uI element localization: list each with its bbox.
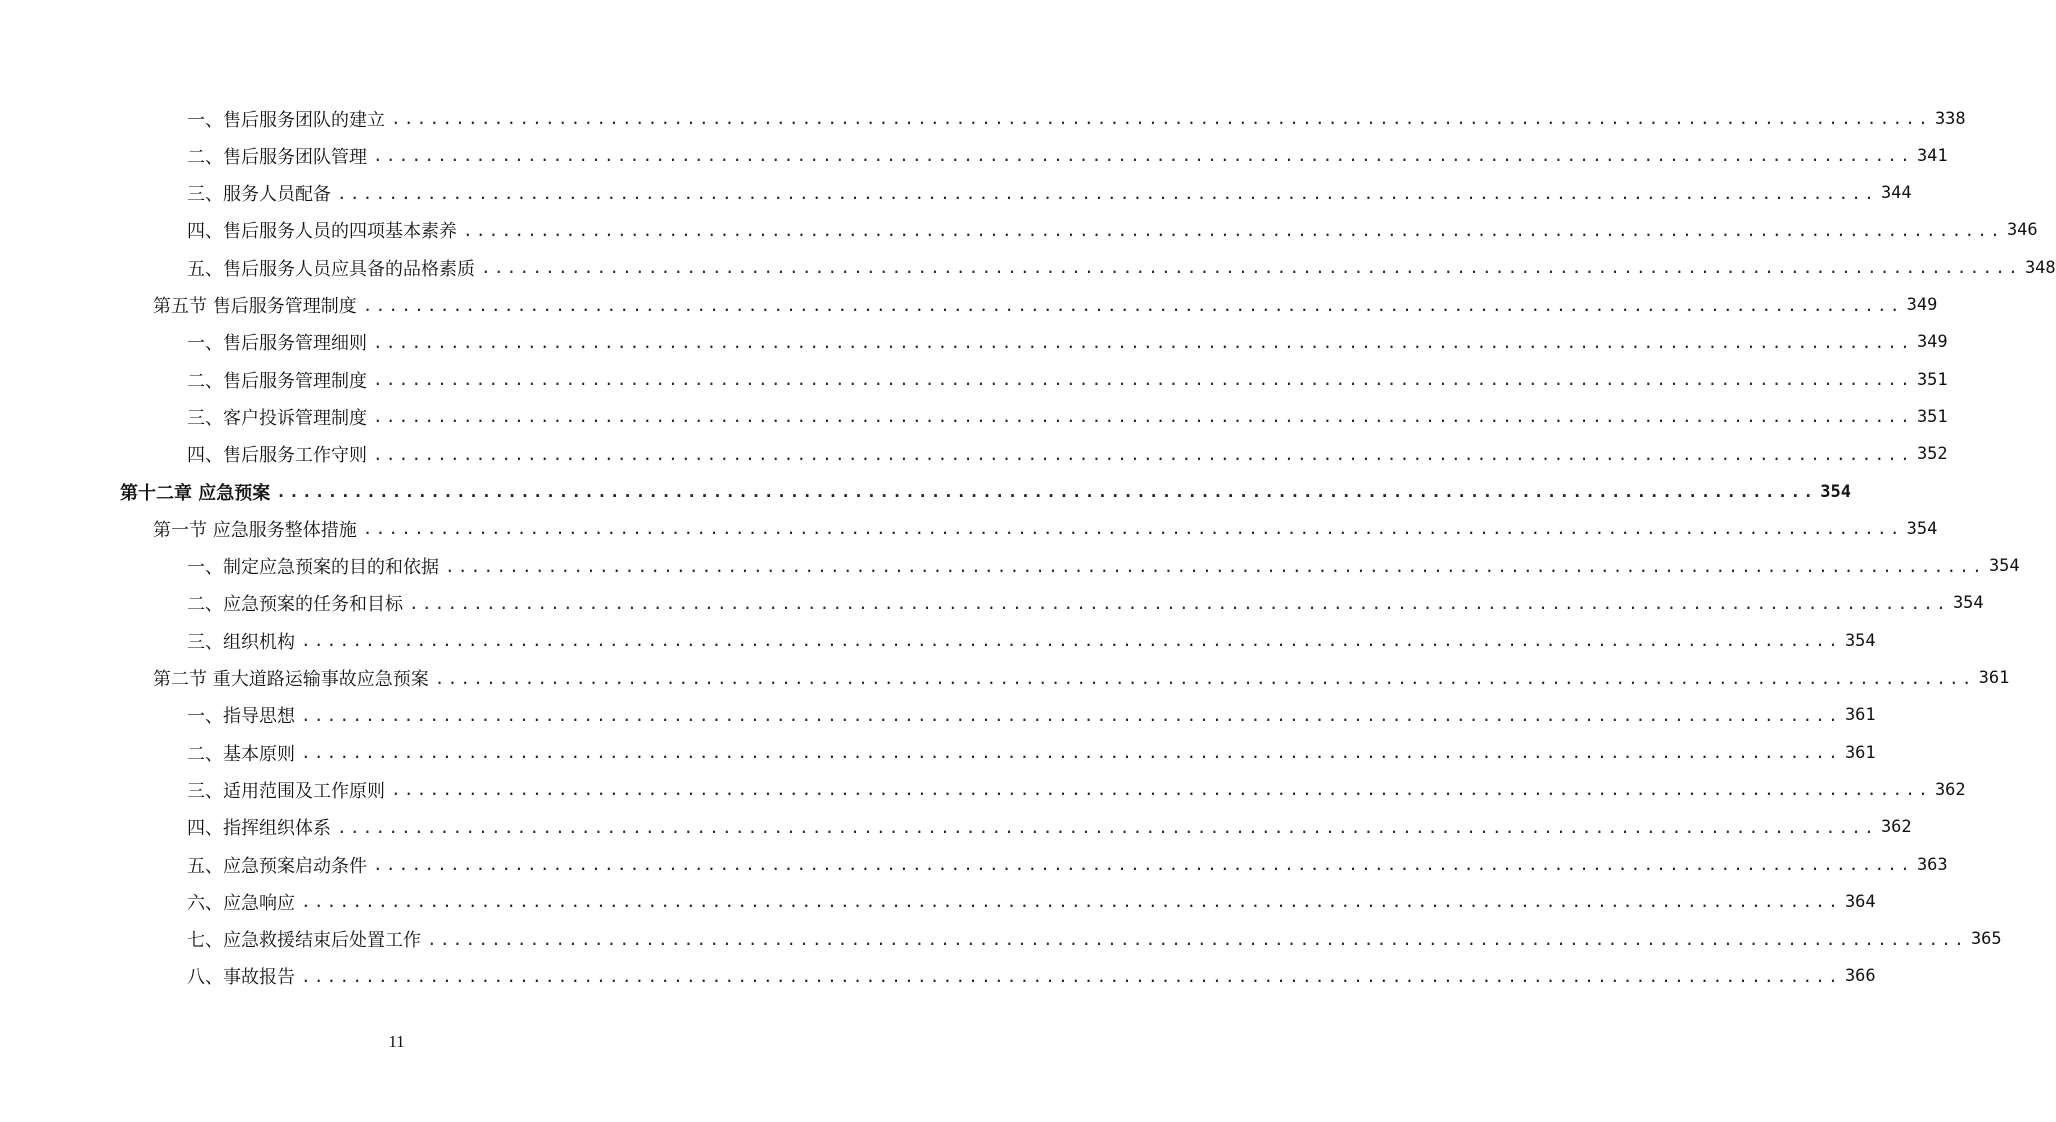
- toc-entry[interactable]: [0, 585, 1984, 622]
- toc-entry-label: 一、指导思想: [187, 706, 295, 728]
- toc-entry-page: 351: [1916, 406, 1948, 427]
- toc-entry-page: 354: [1906, 518, 1938, 539]
- toc-entry-page: 354: [1952, 593, 1984, 614]
- dot-leader: ........................................................................................................................: [301, 705, 1841, 725]
- toc-entry-label: 五、应急预案启动条件: [187, 855, 367, 877]
- dot-leader: ........................................................................................................................: [301, 966, 1841, 986]
- dot-leader: ........................................................................................................................: [301, 743, 1841, 763]
- toc-entry-page: 366: [1844, 966, 1876, 987]
- toc-entry-page: 338: [1934, 108, 1966, 129]
- toc-entry[interactable]: [0, 473, 1851, 510]
- toc-entry-page: 354: [1844, 630, 1876, 651]
- toc-entry-page: 362: [1934, 779, 1966, 800]
- page-number: 11: [388, 1032, 405, 1051]
- dot-leader: ........................................................................................................................: [409, 593, 1949, 613]
- toc-entry-label: 五、售后服务人员应具备的品格素质: [187, 258, 475, 280]
- toc-entry-page: 364: [1844, 891, 1876, 912]
- toc-entry-label: 四、售后服务人员的四项基本素养: [187, 221, 457, 243]
- toc-entry-page: 363: [1916, 854, 1948, 875]
- toc-entry-label: 三、服务人员配备: [187, 184, 331, 206]
- dot-leader: ........................................................................................................................: [373, 370, 1913, 390]
- toc-entry[interactable]: [0, 436, 1948, 473]
- dot-leader: ........................................................................................................................: [301, 892, 1841, 912]
- toc-entry-label: 第五节 售后服务管理制度: [153, 296, 357, 317]
- toc-entry[interactable]: [0, 175, 1912, 212]
- toc-entry-label: 四、指挥组织体系: [187, 818, 331, 840]
- toc-entry-label: 二、售后服务团队管理: [187, 146, 367, 168]
- toc-entry[interactable]: [0, 324, 1948, 361]
- toc-entry-label: 三、适用范围及工作原则: [187, 780, 385, 802]
- toc-entry-label: 一、售后服务管理细则: [187, 333, 367, 355]
- toc-entry[interactable]: [0, 287, 1938, 324]
- dot-leader: ........................................................................................................................: [481, 258, 2021, 278]
- dot-leader: ........................................................................................................................: [391, 780, 1931, 800]
- toc-entry[interactable]: [0, 660, 2010, 697]
- toc-entry-page: 352: [1916, 444, 1948, 465]
- toc-entry[interactable]: [0, 510, 1938, 547]
- toc-entry-page: 349: [1916, 332, 1948, 353]
- toc-entry-label: 三、客户投诉管理制度: [187, 407, 367, 429]
- toc-entry-page: 351: [1916, 369, 1948, 390]
- dot-leader: ........................................................................................................................: [427, 929, 1967, 949]
- dot-leader: ........................................................................................................................: [463, 220, 2003, 240]
- dot-leader: ........................................................................................................................: [373, 407, 1913, 427]
- toc-entry-label: 七、应急救援结束后处置工作: [187, 930, 421, 952]
- toc-entry[interactable]: [0, 548, 2020, 585]
- toc-entry-page: 354: [1820, 481, 1851, 502]
- toc-entry-page: 365: [1970, 929, 2002, 950]
- dot-leader: ........................................................................................................................: [337, 183, 1877, 203]
- toc-entry[interactable]: [0, 137, 1948, 174]
- dot-leader: ........................................................................................................................: [373, 332, 1913, 352]
- toc-entry[interactable]: [0, 100, 1966, 137]
- toc-entry-label: 第一节 应急服务整体措施: [153, 519, 357, 541]
- toc-entry[interactable]: [0, 212, 2038, 249]
- toc-entry[interactable]: [0, 771, 1966, 808]
- toc-entry-page: 346: [2006, 220, 2038, 241]
- toc-entry-page: 361: [1844, 742, 1876, 763]
- toc-entry[interactable]: [0, 958, 1876, 995]
- dot-leader: ........................................................................................................................: [373, 444, 1913, 464]
- toc-entry-page: 361: [1978, 668, 2010, 688]
- toc-entry-page: 354: [1988, 556, 2020, 577]
- toc-entry-page: 348: [2024, 257, 2056, 278]
- toc-entry[interactable]: [0, 883, 1876, 920]
- dot-leader: ........................................................................................................................: [362, 295, 1903, 315]
- toc-entry-page: 349: [1906, 295, 1938, 315]
- toc-entry[interactable]: [0, 809, 1912, 846]
- dot-leader: ........................................................................................................................: [373, 855, 1913, 874]
- dot-leader: ........................................................................................................................: [362, 519, 1903, 539]
- toc-entry[interactable]: [0, 697, 1876, 734]
- dot-leader: ........................................................................................................................: [301, 631, 1841, 651]
- toc-entry-label: 八、事故报告: [187, 967, 295, 989]
- toc-entry-page: 361: [1844, 705, 1876, 726]
- toc-entry-label: 二、售后服务管理制度: [187, 370, 367, 392]
- toc-entry[interactable]: [0, 622, 1876, 659]
- toc-entry-label: 二、应急预案的任务和目标: [187, 594, 403, 616]
- dot-leader: ........................................................................................................................: [434, 668, 1975, 688]
- toc-entry-label: 第二节 重大道路运输事故应急预案: [153, 669, 429, 690]
- toc-entry-label: 一、售后服务团队的建立: [187, 109, 385, 131]
- toc-entry-page: 344: [1880, 183, 1912, 204]
- toc-entry-label: 三、组织机构: [187, 631, 295, 653]
- toc-entry[interactable]: [0, 846, 1948, 883]
- toc-entry-label: 第十二章 应急预案: [120, 482, 271, 504]
- dot-leader: ........................................................................................................................: [276, 482, 1817, 501]
- toc-entry[interactable]: [0, 921, 2002, 958]
- toc-entry-page: 362: [1880, 817, 1912, 838]
- toc-entry-page: 341: [1916, 145, 1948, 166]
- toc-entry[interactable]: [0, 734, 1876, 771]
- toc-entry[interactable]: [0, 398, 1948, 435]
- toc-entry-label: 六、应急响应: [187, 892, 295, 914]
- toc-entry[interactable]: [0, 361, 1948, 398]
- toc-entry-label: 二、基本原则: [187, 743, 295, 765]
- toc-entry[interactable]: [0, 249, 2056, 286]
- dot-leader: ........................................................................................................................: [337, 817, 1877, 837]
- dot-leader: ........................................................................................................................: [445, 556, 1985, 576]
- dot-leader: ........................................................................................................................: [373, 146, 1913, 166]
- dot-leader: ........................................................................................................................: [391, 109, 1931, 128]
- toc-entry-label: 一、制定应急预案的目的和依据: [187, 557, 439, 579]
- toc-entry-label: 四、售后服务工作守则: [187, 445, 367, 467]
